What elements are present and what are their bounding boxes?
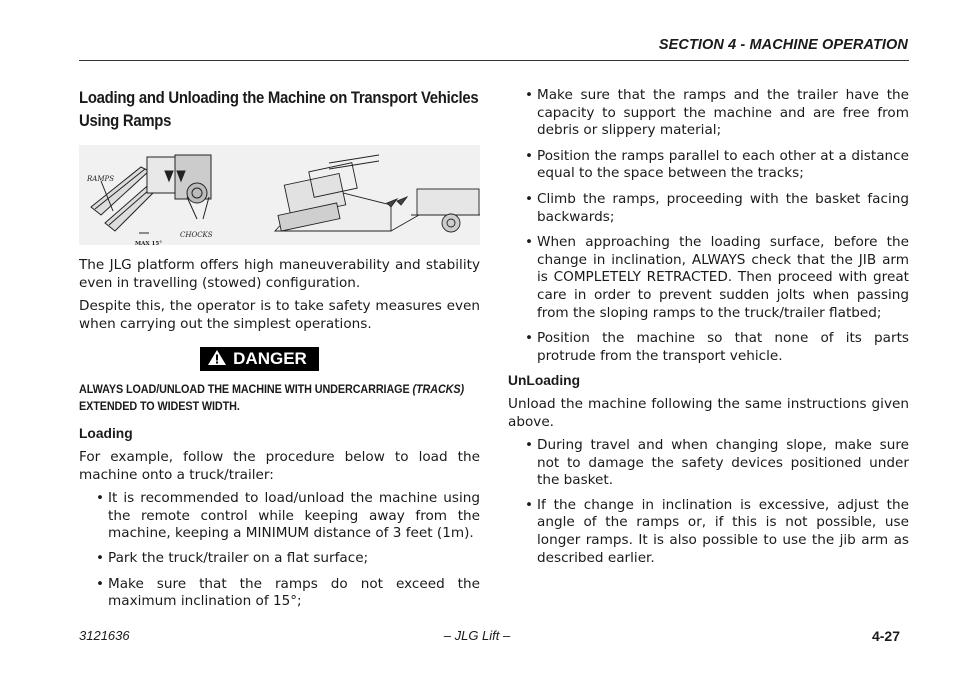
loading-steps-list [508,87,909,365]
figure-label-ramps: RAMPS [87,175,114,183]
danger-label: DANGER [233,349,307,369]
danger-label-box [200,347,319,371]
danger-message-part-3: EXTENDED TO WIDEST WIDTH. [79,399,240,414]
list-item: • If the change in inclination is excessive, adjust the angle of the ramps or, if this is not possible, use longer ramps. It is also possible to use the jib arm as described earlier. [508,497,909,567]
warning-triangle-icon [207,349,227,366]
loading-ramps-figure [79,145,480,245]
danger-message [79,381,480,415]
list-item: • It is recommended to load/unload the machine using the remote control while keeping away from the machine, keeping a MINIMUM distance of 3 feet (1m). [79,490,480,543]
ramps-illustration [79,145,480,245]
intro-paragraph-1: The JLG platform offers high maneuverability and stability even in travelling (stowed) configuration. [79,257,480,291]
unloading-intro: Unload the machine following the same instructions given above. [508,395,909,430]
loading-intro: For example, follow the procedure below to load the machine onto a truck/trailer: [79,448,480,483]
danger-banner [79,347,480,371]
list-item: • During travel and when changing slope, make sure not to damage the safety devices positioned under the basket. [508,437,909,490]
unloading-list [508,437,909,567]
list-item: • Make sure that the ramps and the trailer have the capacity to support the machine and are free from debris or slippery material; [508,87,909,140]
figure-label-chocks: CHOCKS [180,231,213,239]
danger-message-part-1: ALWAYS LOAD/UNLOAD THE MACHINE WITH UNDERCARRIAGE [79,382,413,397]
right-column [508,87,909,567]
list-item: • Position the machine so that none of its parts protrude from the transport vehicle. [508,330,909,365]
footer-page-number: 4-27 [871,628,900,644]
list-item: • Position the ramps parallel to each other at a distance equal to the space between the tracks; [508,148,909,183]
list-item: • Make sure that the ramps do not exceed the maximum inclination of 15°; [79,576,480,611]
page-title: Loading and Unloading the Machine on Transport Vehicles Using Ramps [79,89,479,130]
figure-label-max-angle: MAX 15° [135,241,162,247]
intro-paragraph-2: Despite this, the operator is to take safety measures even when carrying out the simplest operations. [79,298,480,332]
footer-doc-number: 3121636 [79,628,130,643]
section-header: SECTION 4 - MACHINE OPERATION [658,37,908,53]
unloading-heading: UnLoading [508,373,581,389]
danger-message-part-2: (TRACKS) [412,382,464,397]
list-item: • Climb the ramps, proceeding with the basket facing backwards; [508,191,909,226]
list-item: • Park the truck/trailer on a flat surface; [79,550,480,568]
loading-heading: Loading [79,426,133,442]
loading-list [79,490,480,611]
header-rule [79,60,909,61]
footer-publisher: – JLG Lift – [443,628,511,643]
left-column [79,86,480,611]
list-item: • When approaching the loading surface, before the change in inclination, ALWAYS check that the JIB arm is COMPLETELY RETRACTED. Then proceed with great care in order to prevent sudden jolts when passing from the sloping ramps to the truck/trailer flatbed; [508,234,909,322]
